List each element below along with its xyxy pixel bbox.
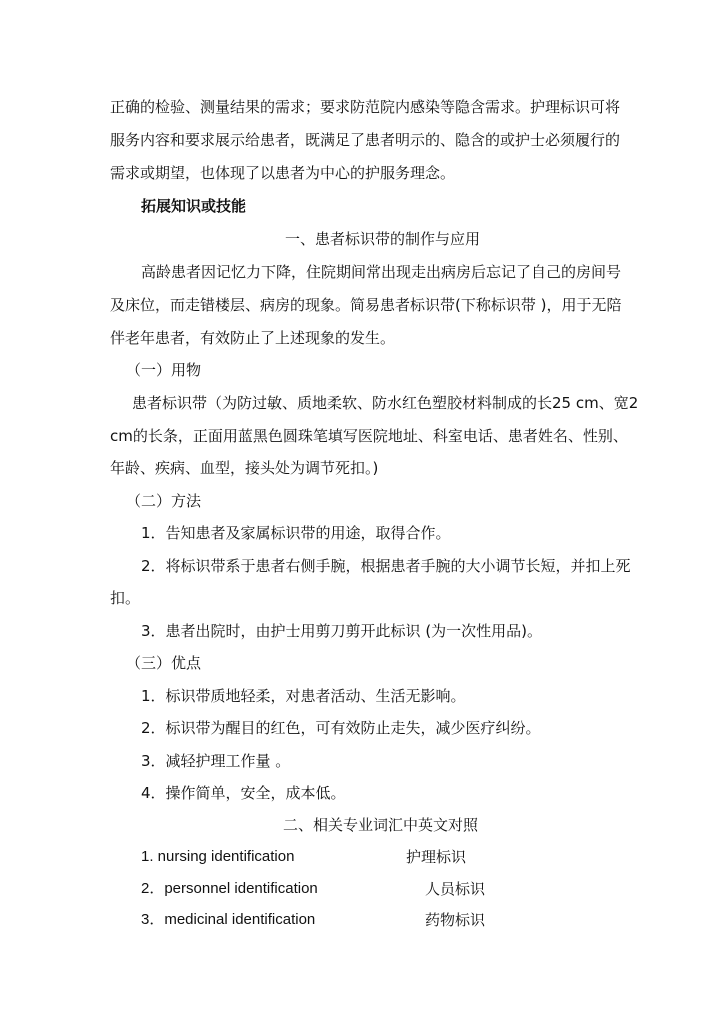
sub2-item-2: 2．将标识带系于患者右侧手腕，根据患者手腕的大小调节长短，并扣上死: [141, 557, 631, 575]
intro-line-1: 正确的检验、测量结果的需求；要求防范院内感染等隐含需求。护理标识可将: [110, 98, 621, 116]
sub2-item-1: 1．告知患者及家属标识带的用途，取得合作。: [141, 524, 451, 542]
sub3-item-3: 3．减轻护理工作量 。: [141, 752, 291, 770]
sub1-title: （一）用物: [126, 361, 202, 379]
sub3-item-2: 2．标识带为醒目的红色，可有效防止走失，减少医疗纠纷。: [141, 719, 541, 737]
vocab-en-1: 1. nursing identification: [141, 848, 295, 865]
sub1-text-line-3: 年龄、疾病、血型，接头处为调节死扣。): [110, 459, 379, 477]
sub3-title: （三）优点: [126, 654, 202, 672]
sub1-text-line-1: 患者标识带（为防过敏、质地柔软、防水红色塑胶材料制成的长25 cm、宽2: [132, 394, 639, 412]
vocab-en-2: 2．personnel identification: [141, 880, 318, 897]
section1-title: 一、患者标识带的制作与应用: [285, 230, 481, 248]
vocab-zh-3: 药物标识: [425, 911, 486, 929]
section1-para-line-3: 伴老年患者，有效防止了上述现象的发生。: [110, 329, 396, 347]
sub2-title: （二）方法: [126, 492, 202, 510]
section1-para-line-1: 高龄患者因记忆力下降，住院期间常出现走出病房后忘记了自己的房间号: [141, 263, 622, 281]
intro-line-2: 服务内容和要求展示给患者，既满足了患者明示的、隐含的或护士必须履行的: [110, 131, 621, 149]
vocab-zh-2: 人员标识: [425, 880, 486, 898]
intro-line-3: 需求或期望，也体现了以患者为中心的护服务理念。: [110, 164, 456, 182]
sub2-item-3: 3．患者出院时，由护士用剪刀剪开此标识 (为一次性用品)。: [141, 622, 543, 640]
sub1-text-line-2: cm的长条，正面用蓝黑色圆珠笔填写医院地址、科室电话、患者姓名、性别、: [110, 427, 628, 445]
heading-extend-knowledge: 拓展知识或技能: [141, 197, 247, 215]
vocab-en-3: 3．medicinal identification: [141, 911, 316, 928]
vocab-zh-1: 护理标识: [406, 848, 467, 866]
sub3-item-4: 4．操作简单，安全，成本低。: [141, 784, 346, 802]
sub2-item-2-cont: 扣。: [110, 589, 141, 607]
section1-para-line-2: 及床位，而走错楼层、病房的现象。简易患者标识带(下称标识带 )，用于无陪: [110, 296, 622, 314]
sub3-item-1: 1．标识带质地轻柔，对患者活动、生活无影响。: [141, 687, 466, 705]
section2-title: 二、相关专业词汇中英文对照: [283, 816, 479, 834]
